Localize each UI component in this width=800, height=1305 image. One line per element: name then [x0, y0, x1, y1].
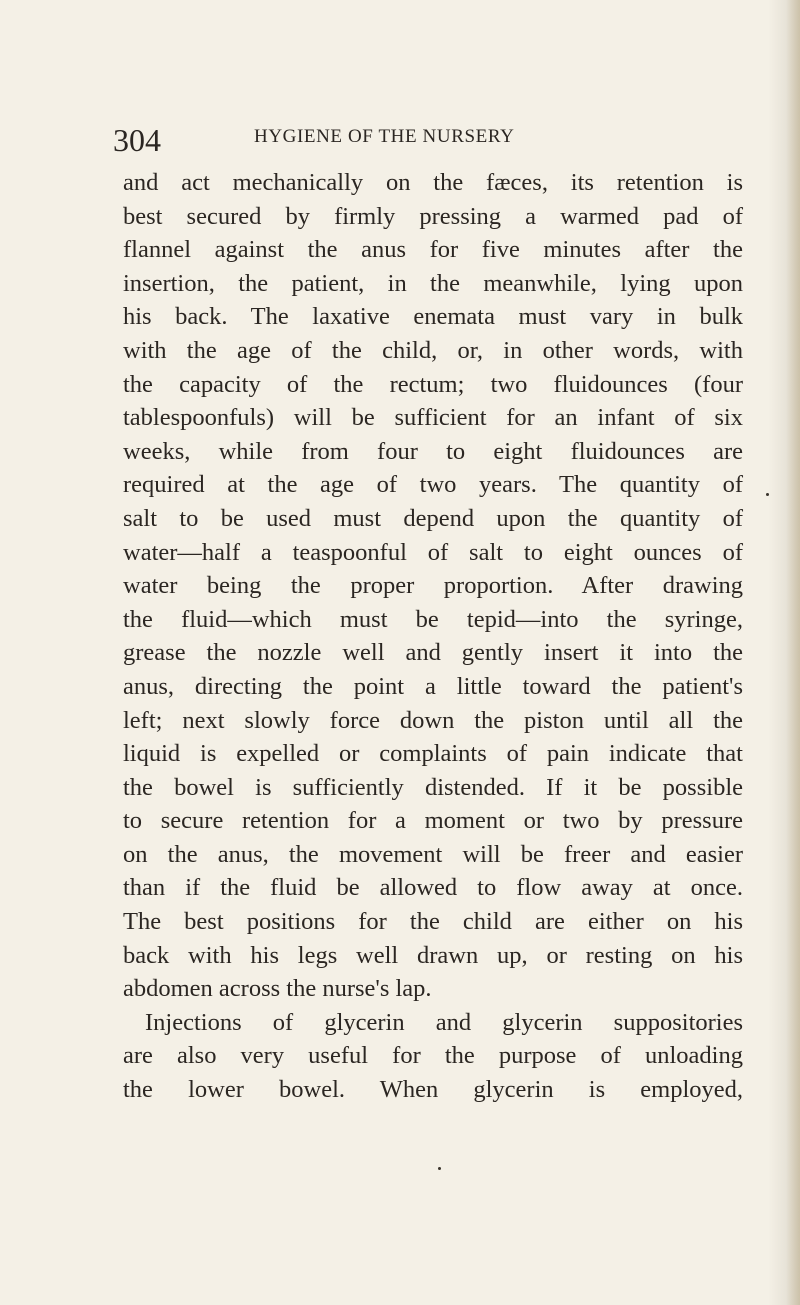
paper-speck	[766, 493, 769, 496]
text-line: back with his legs well drawn up, or resting on his	[123, 941, 743, 969]
text-line: the capacity of the rectum; two fluidounces (four	[123, 370, 743, 398]
text-line: his back. The laxative enemata must vary in bulk	[123, 303, 743, 331]
text-line: grease the nozzle well and gently insert it into the	[123, 639, 743, 667]
text-line: left; next slowly force down the piston until all the	[123, 706, 743, 734]
text-line: anus, directing the point a little toward the patient's	[123, 672, 743, 700]
page-edge-shadow	[786, 0, 800, 1305]
text-line: flannel against the anus for five minutes after the	[123, 236, 743, 264]
page-header	[0, 118, 800, 158]
text-line: the bowel is sufficiently distended. If it be possible	[123, 773, 743, 801]
page-number: 304	[113, 122, 161, 158]
text-line: the lower bowel. When glycerin is employed,	[123, 1076, 743, 1104]
text-line: to secure retention for a moment or two by pressure	[123, 807, 743, 835]
body-text	[123, 166, 743, 1107]
paper-speck	[438, 1167, 441, 1170]
text-line: liquid is expelled or complaints of pain indicate that	[123, 740, 743, 768]
text-line: Injections of glycerin and glycerin suppositories	[145, 1008, 743, 1036]
text-line: weeks, while from four to eight fluidounces are	[123, 437, 743, 465]
text-line: water—half a teaspoonful of salt to eight ounces of	[123, 538, 743, 566]
text-line: on the anus, the movement will be freer and easier	[123, 840, 743, 868]
running-head: HYGIENE OF THE NURSERY	[254, 126, 515, 147]
text-line: with the age of the child, or, in other words, with	[123, 336, 743, 364]
text-line: salt to be used must depend upon the quantity of	[123, 504, 743, 532]
text-line: abdomen across the nurse's lap.	[123, 975, 432, 1003]
text-line: water being the proper proportion. After drawing	[123, 572, 743, 600]
text-line: than if the fluid be allowed to flow away at once.	[123, 874, 743, 902]
text-line: required at the age of two years. The quantity of	[123, 471, 743, 499]
text-line: the fluid—which must be tepid—into the syringe,	[123, 605, 743, 633]
text-line: are also very useful for the purpose of unloading	[123, 1042, 743, 1070]
text-line: best secured by firmly pressing a warmed pad of	[123, 202, 743, 230]
text-line: The best positions for the child are either on his	[123, 908, 743, 936]
text-line: tablespoonfuls) will be sufficient for an infant of six	[123, 404, 743, 432]
text-line: and act mechanically on the fæces, its retention is	[123, 169, 743, 196]
text-line: insertion, the patient, in the meanwhile, lying upon	[123, 269, 743, 297]
